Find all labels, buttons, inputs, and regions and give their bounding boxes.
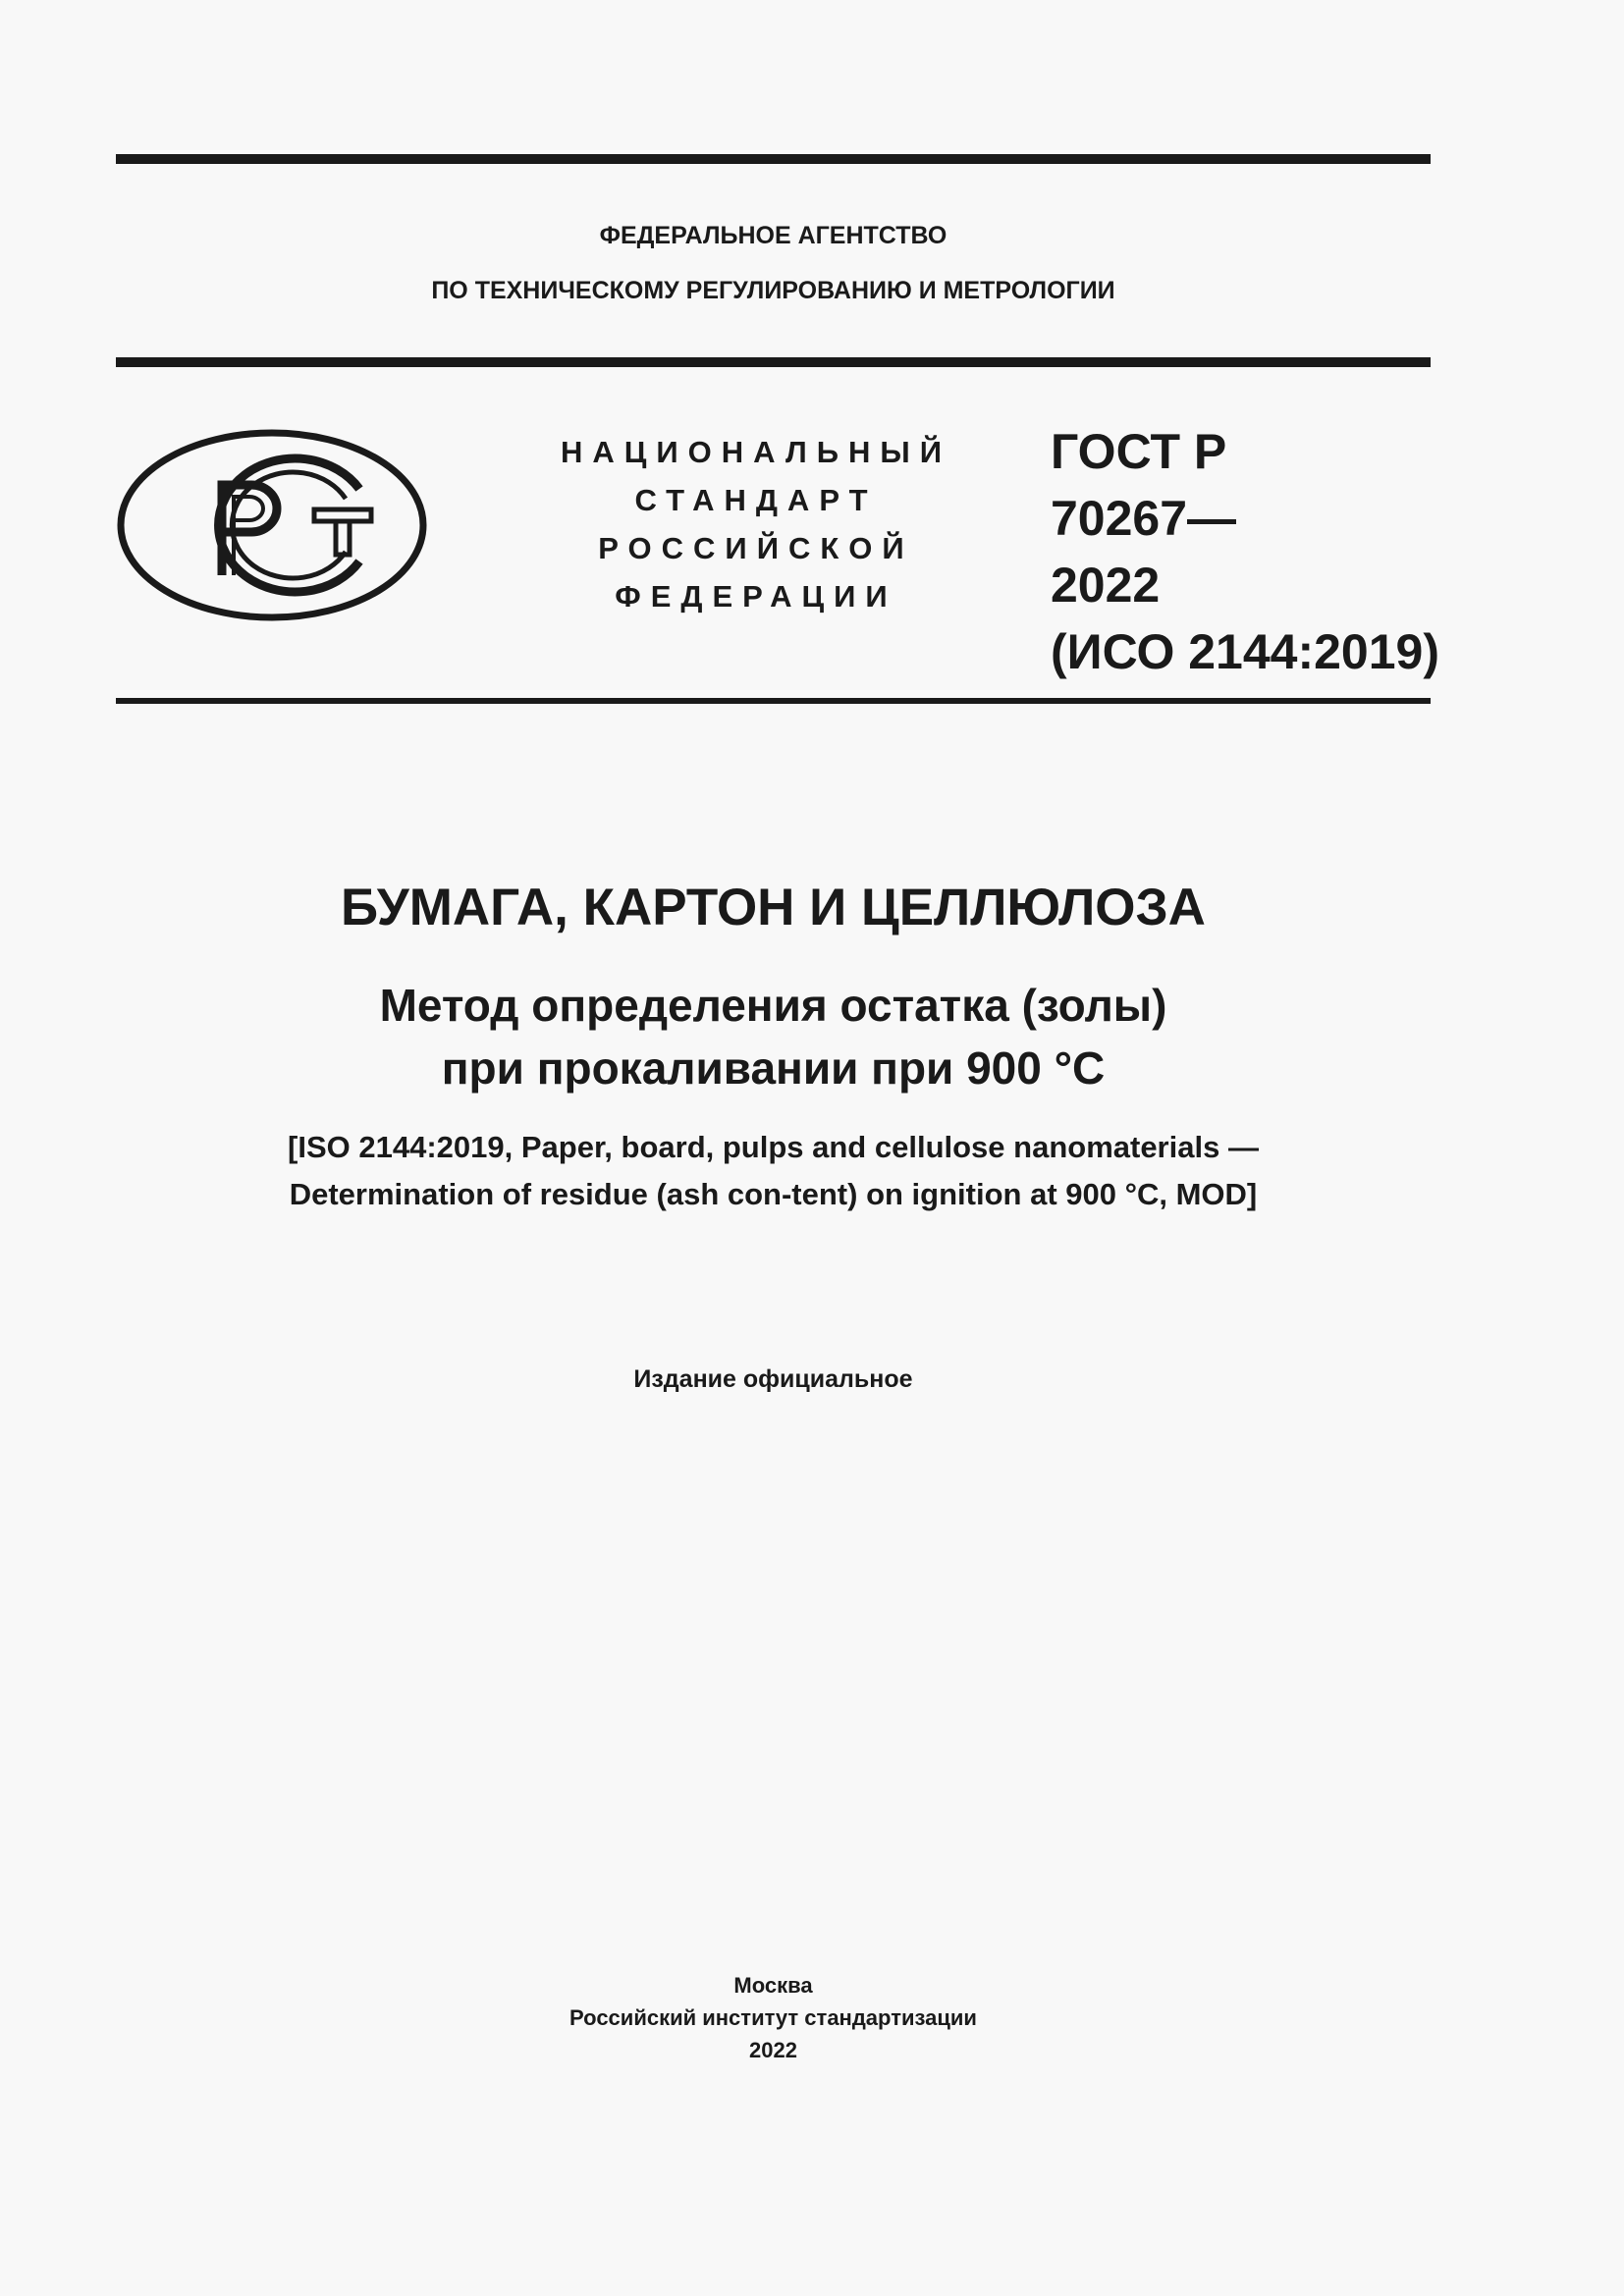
standard-type-line: РОССИЙСКОЙ bbox=[598, 531, 914, 565]
agency-name-line1: ФЕДЕРАЛЬНОЕ АГЕНТСТВО bbox=[599, 222, 947, 249]
document-title: БУМАГА, КАРТОН И ЦЕЛЛЮЛОЗА bbox=[341, 879, 1206, 936]
standard-type-block bbox=[491, 428, 1021, 620]
edition-label: Издание официальное bbox=[633, 1365, 913, 1393]
document-subtitle bbox=[116, 974, 1431, 1099]
iso-reference-line: [ISO 2144:2019, Paper, board, pulps and cellulose nanomaterials — bbox=[288, 1130, 1259, 1164]
standard-type-line: СТАНДАРТ bbox=[634, 483, 878, 517]
imprint-publisher: Российский институт стандартизации bbox=[569, 2005, 977, 2030]
subtitle-line: Метод определения остатка (золы) bbox=[379, 980, 1167, 1031]
iso-reference bbox=[116, 1124, 1431, 1218]
top-rule bbox=[116, 154, 1431, 164]
designation-line: 70267— bbox=[1051, 491, 1237, 546]
gost-r-logo-icon bbox=[116, 428, 428, 622]
lower-rule bbox=[116, 698, 1431, 704]
iso-reference-line: Determination of residue (ash con-tent) on ignition at 900 °C, MOD] bbox=[289, 1177, 1258, 1211]
designation-line: ГОСТ Р bbox=[1051, 424, 1227, 479]
designation-line: 2022 bbox=[1051, 558, 1161, 613]
standard-designation bbox=[1051, 418, 1439, 685]
imprint-block bbox=[116, 1969, 1431, 2066]
imprint-year: 2022 bbox=[749, 2038, 797, 2062]
standard-type-line: ФЕДЕРАЦИИ bbox=[615, 579, 897, 614]
agency-name-line2: ПО ТЕХНИЧЕСКОМУ РЕГУЛИРОВАНИЮ И МЕТРОЛОГИИ bbox=[431, 277, 1115, 304]
imprint-city: Москва bbox=[733, 1973, 813, 1998]
middle-rule bbox=[116, 357, 1431, 367]
standard-type-line: НАЦИОНАЛЬНЫЙ bbox=[560, 435, 952, 469]
designation-line: (ИСО 2144:2019) bbox=[1051, 624, 1439, 679]
subtitle-line: при прокаливании при 900 °С bbox=[441, 1042, 1106, 1094]
